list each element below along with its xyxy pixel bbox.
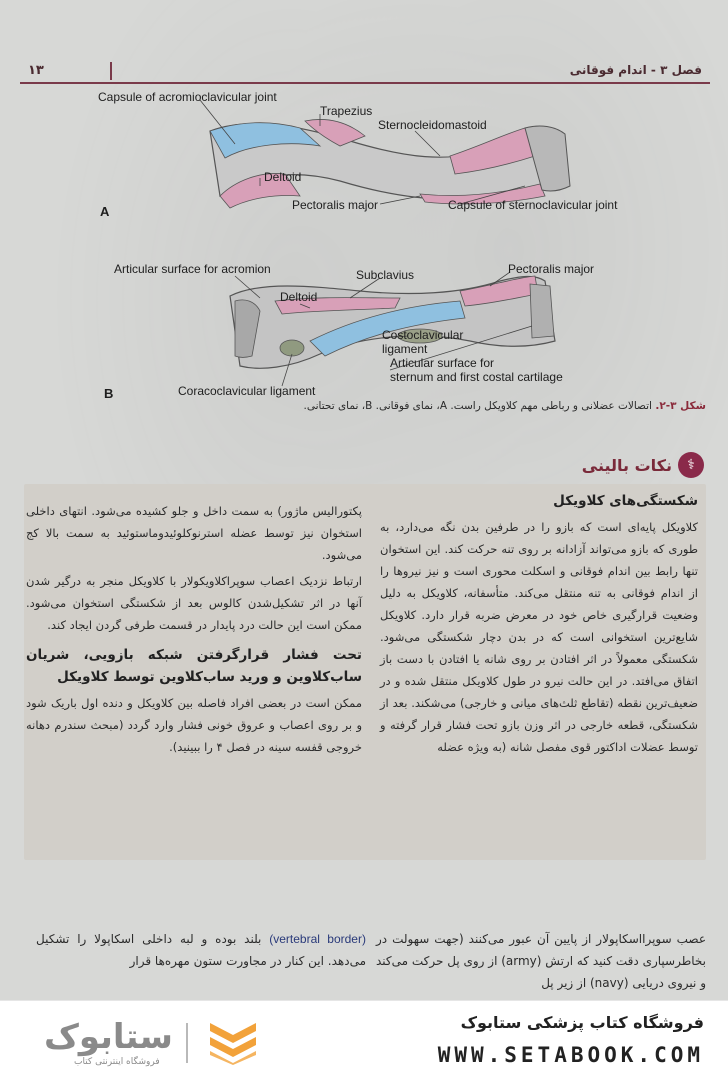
clavicle-figure [20, 86, 710, 401]
bottom-left-column [36, 928, 366, 972]
clinical-notes-heading [582, 452, 704, 478]
label-pectoralis-b: Pectoralis major [508, 262, 595, 276]
store-url-link[interactable]: WWW.SETABOOK.COM [437, 1043, 704, 1067]
panel-b-letter: B [104, 386, 114, 401]
chapter-title: فصل ۳ - اندام فوقانی [569, 63, 702, 77]
label-articular-acromion: Articular surface for acromion [114, 262, 271, 276]
panel-a-letter: A [100, 204, 110, 219]
figure-caption [56, 398, 706, 414]
running-header [20, 58, 710, 84]
clinical-left-column [26, 500, 362, 762]
label-sternocleidomastoid: Sternocleidomastoid [378, 118, 487, 132]
label-coracoclavicular: Coracoclavicular ligament [178, 384, 316, 398]
footer-divider [186, 1023, 188, 1063]
label-deltoid-b: Deltoid [280, 290, 318, 304]
label-deltoid-a: Deltoid [264, 170, 302, 184]
caption-text: اتصالات عضلانی و رباطی مهم کلاویکل راست. A، نمای فوقانی. B، نمای تحتانی. [303, 400, 652, 412]
label-costoclavicular: Costoclavicular [382, 328, 464, 342]
clavicle-illustration [20, 86, 710, 396]
vertebral-border-term: (vertebral border) [269, 932, 366, 946]
clinical-right-column [380, 490, 698, 762]
header-divider [110, 62, 112, 80]
left-paragraph-3: ممکن است در بعضی افراد فاصله بین کلاویکل و دنده اول باریک شود و بر روی اعصاب و عروق خونی فشار وارد گردد (مبحث سندرم دهانه خروجی قفسه سینه در فصل ۴ را ببینید). [26, 696, 362, 754]
bottom-text [20, 928, 710, 1000]
label-costoclavicular-ligament: ligament [382, 342, 428, 356]
label-capsule-acromioclavicular: Capsule of acromioclavicular joint [98, 90, 277, 104]
logo-subtitle: فروشگاه اینترنتی کتاب [74, 1057, 160, 1067]
clavicle-fracture-heading: شکستگی‌های کلاویکل [553, 493, 698, 509]
compression-heading: تحت فشار قرارگرفتن شبکه بازویی، شریان ساب‌کلاوین و ورید ساب‌کلاوین توسط کلاویکل [26, 647, 362, 685]
store-footer-banner [0, 1000, 728, 1080]
stethoscope-icon: ⚕ [678, 452, 704, 478]
setabook-logo[interactable] [34, 1015, 174, 1067]
chevron-logo-icon [206, 1017, 260, 1065]
left-paragraph-2: ارتباط نزدیک اعصاب سوپراکلاویکولار با کلاویکل منجر به درگیر شدن آنها در اثر تشکیل‌شدن کالوس بعد از شکستگی استخوان می‌شود. ممکن است این حالت درد پایدار در قسمت طرفی گردن ایجاد کند. [26, 574, 362, 632]
label-articular-sternum-2: sternum and first costal cartilage [390, 370, 563, 384]
label-subclavius: Subclavius [356, 268, 415, 282]
panel-a-drawing [210, 119, 570, 208]
label-pectoralis-a: Pectoralis major [292, 198, 379, 212]
label-articular-sternum: Articular surface for [390, 356, 495, 370]
bottom-left-text: بلند بوده و لبه داخلی اسکاپولا را تشکیل می‌دهد. این کنار در مجاورت ستون مهره‌ها قرار [36, 932, 366, 968]
logo-wordmark: ستابوک [44, 1017, 173, 1057]
label-capsule-sternoclavicular: Capsule of sternoclavicular joint [448, 198, 618, 212]
page-number: ۱۳ [28, 62, 44, 78]
clinical-notes-title: نکات بالینی [581, 455, 672, 475]
label-trapezius: Trapezius [320, 104, 373, 118]
clavicle-fracture-text: کلاویکل پایه‌ای است که بازو را در طرفین بدن نگه می‌دارد، به طوری که بازو می‌تواند آزادانه بر روی تنه حرکت کند. این استخوان تنها رابط بین اندام فوقانی و اسکلت محوری است و نیز نیروها را از اندام فوقانی به تنه منتقل می‌کند. متأسفانه، کلاویکل به دلیل وضعیت قرارگیری خاص خود در معرض ضربه قرار دارد. کلاویکل شایع‌ترین استخوانی است که در بدن دچار شکستگی می‌شود. شکستگی معمولاً در اثر افتادن بر روی شانه یا افتادن با دست باز اتفاق می‌افتد. در این حالت نیرو در طول کلاویکل منتقل شده و در ضعیف‌ترین نقطه (تقاطع ثلث‌های میانی و خارجی) می‌شکند. بعد از شکستگی، قطعه خارجی در اثر وزن بازو تحت فشار قرار گرفته و توسط عضلات اداکتور قوی مفصل شانه (به ویژه عضله [380, 520, 698, 754]
store-name: فروشگاه کتاب پزشکی ستابوک [460, 1013, 704, 1032]
caption-label: شکل ۳-۲. [655, 400, 706, 412]
bottom-right-column: عصب سوپرااسکاپولار از پایین آن عبور می‌کنند (جهت سهولت در بخاطرسپاری دقت کنید که ارتش (army) از روی پل حرکت می‌کند و نیروی دریایی (navy) از زیر پل [376, 932, 707, 990]
left-paragraph-1: پکتورالیس ماژور) به سمت داخل و جلو کشیده می‌شود. انتهای داخلی استخوان نیز توسط عضله استرنوکلوئیدوماستوئید به سمت بالا کج می‌شود. [26, 504, 362, 562]
